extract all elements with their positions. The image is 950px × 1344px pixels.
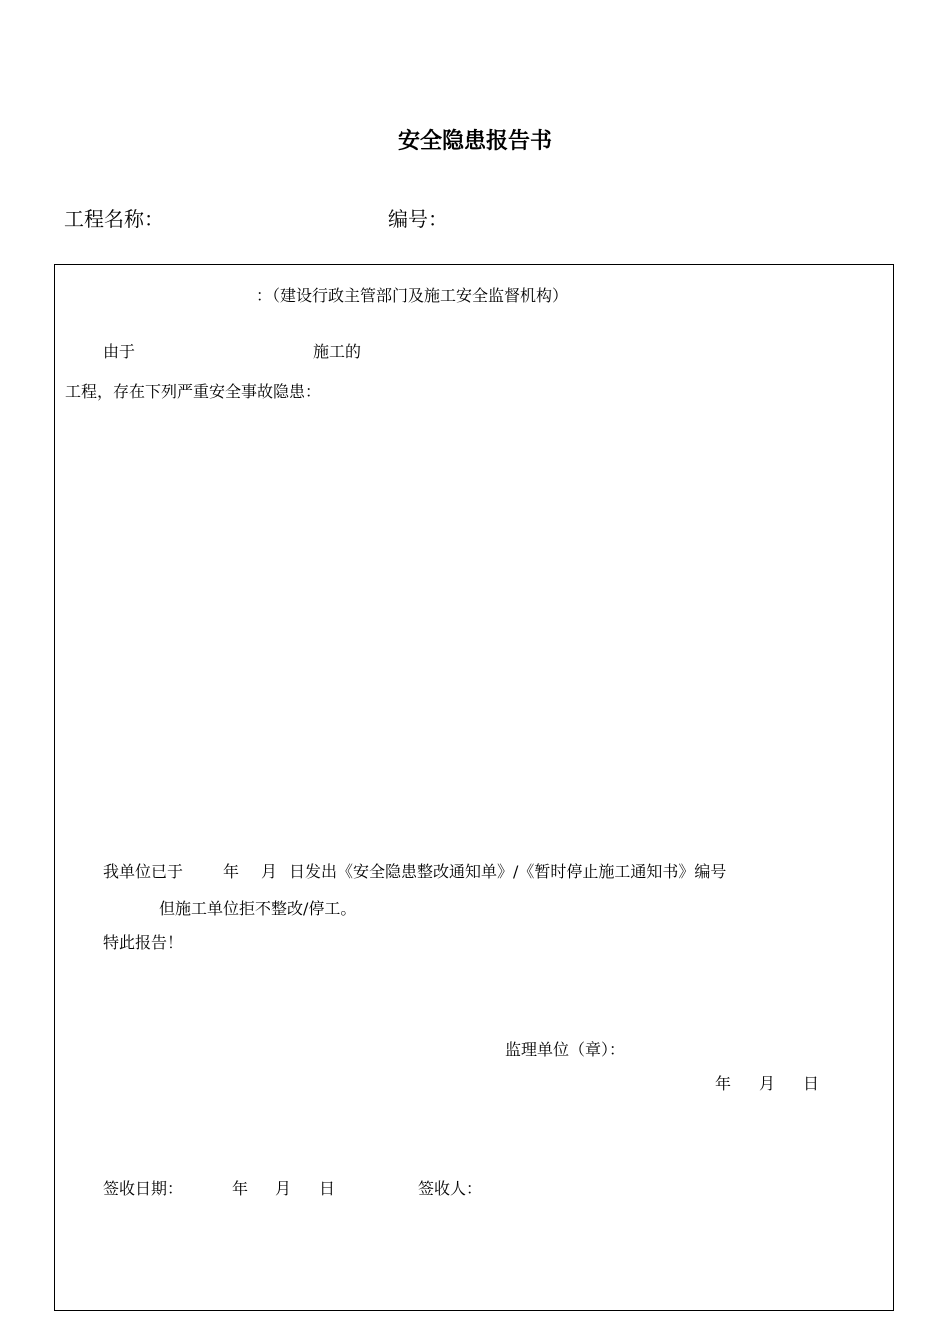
sign-date-label: 签收日期： xyxy=(103,1179,184,1198)
receiver-label: 签收人： xyxy=(418,1179,483,1198)
hazard-intro-line: 工程，存在下列严重安全事故隐患： xyxy=(65,382,322,401)
notice-day-text: 日发出《安全隐患整改通知单》/《暂时停止施工通知书》编号 xyxy=(289,862,727,881)
supervisor-label: 监理单位（章）： xyxy=(505,1040,626,1059)
sign-year: 年 xyxy=(232,1179,249,1198)
report-form-box xyxy=(54,264,894,1311)
notice-year: 年 xyxy=(223,862,240,881)
document-title: 安全隐患报告书 xyxy=(397,128,552,154)
due-to-suffix: 施工的 xyxy=(313,342,362,361)
notice-prefix: 我单位已于 xyxy=(103,862,184,881)
due-to-prefix: 由于 xyxy=(103,342,136,361)
supervisor-year: 年 xyxy=(715,1074,732,1093)
report-line: 特此报告！ xyxy=(103,933,184,952)
sign-month: 月 xyxy=(275,1179,292,1198)
addressee-line: ：（建设行政主管部门及施工安全监督机构） xyxy=(256,286,569,305)
notice-month: 月 xyxy=(261,862,278,881)
supervisor-day: 日 xyxy=(803,1074,820,1093)
sign-day: 日 xyxy=(319,1179,336,1198)
number-label: 编号： xyxy=(388,207,448,231)
supervisor-month: 月 xyxy=(759,1074,776,1093)
project-name-label: 工程名称： xyxy=(64,207,164,231)
refuse-line: 但施工单位拒不整改/停工。 xyxy=(159,899,357,918)
